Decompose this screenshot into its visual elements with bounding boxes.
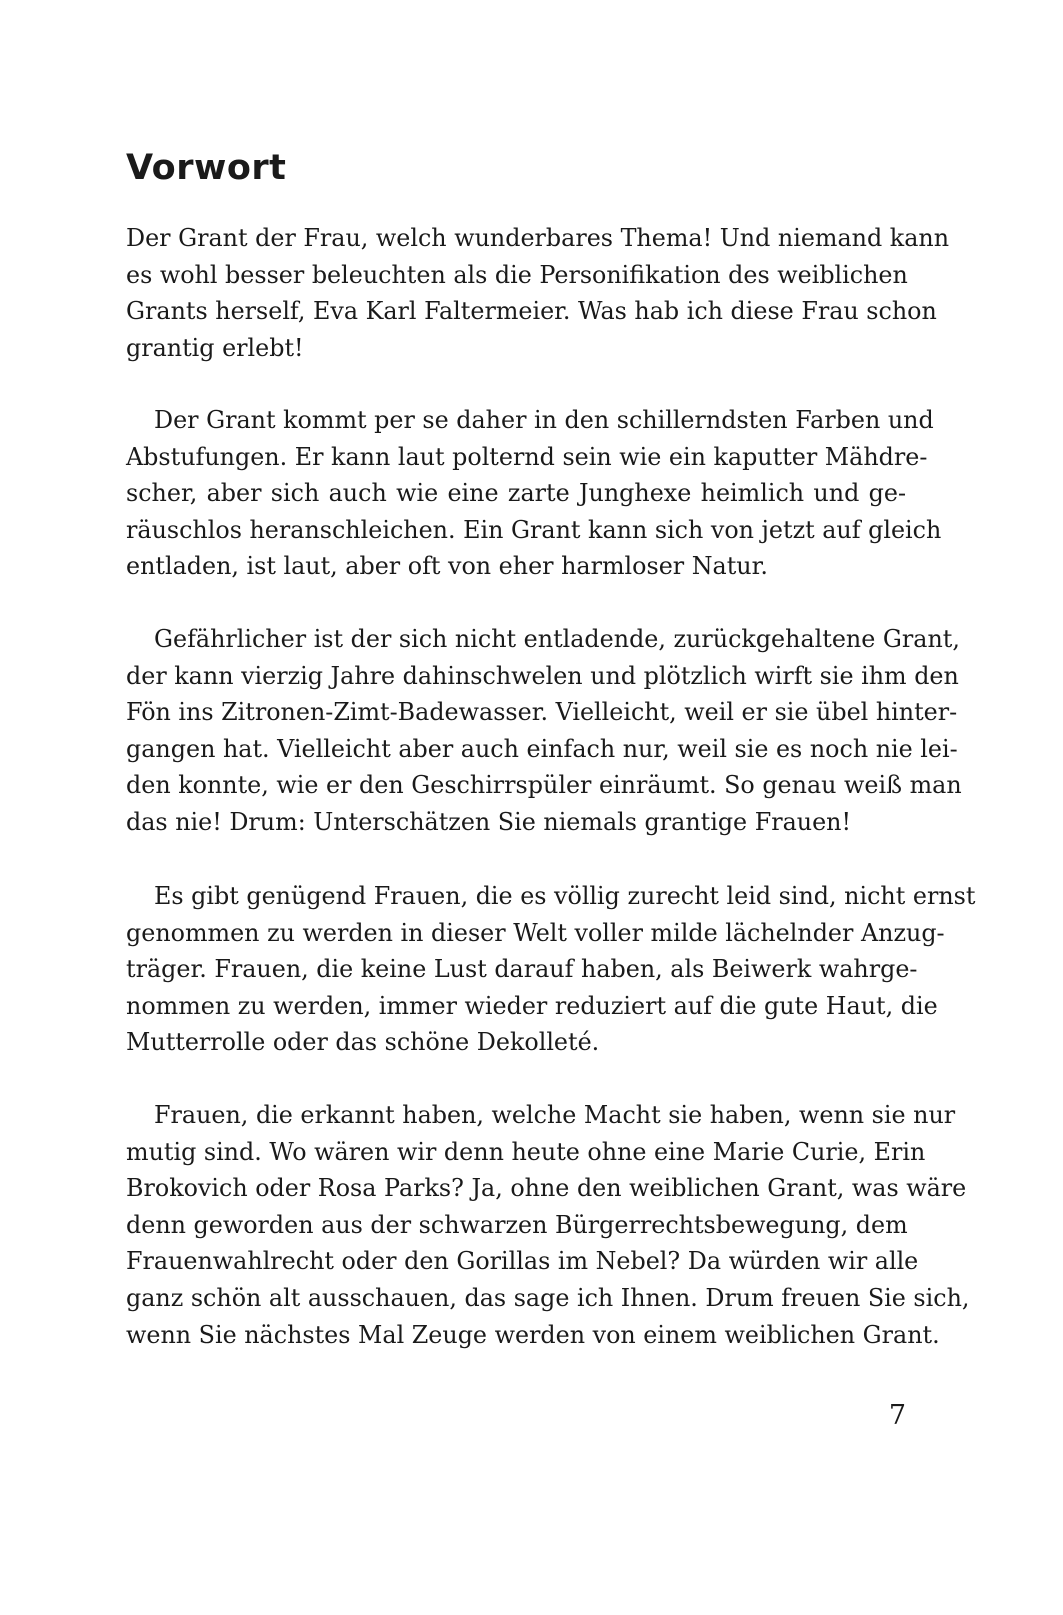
paragraph-line: das nie! Drum: Unterschätzen Sie niemals grantige Frauen! — [126, 807, 852, 836]
paragraph-line: ganz schön alt ausschauen, das sage ich Ihnen. Drum freuen Sie sich, — [126, 1283, 970, 1312]
paragraph-line: gangen hat. Vielleicht aber auch einfach nur, weil sie es noch nie lei- — [126, 734, 958, 763]
paragraph-line: Frauen, die erkannt haben, welche Macht sie haben, wenn sie nur — [154, 1101, 956, 1129]
paragraph-line: grantig erlebt! — [126, 333, 304, 362]
paragraph-line: scher, aber sich auch wie eine zarte Junghexe heimlich und ge- — [126, 479, 906, 508]
paragraph-line: mutig sind. Wo wären wir denn heute ohne eine Marie Curie, Erin — [126, 1137, 926, 1166]
paragraph-3 — [126, 621, 962, 841]
page-number: 7 — [888, 1400, 906, 1431]
paragraph-1 — [126, 220, 950, 366]
paragraph-line: Frauenwahlrecht oder den Gorillas im Nebel? Da würden wir alle — [126, 1247, 919, 1276]
paragraph-line: es wohl besser beleuchten als die Personifikation des weiblichen — [126, 260, 908, 289]
paragraph-line: den konnte, wie er den Geschirrspüler einräumt. So genau weiß man — [126, 771, 962, 800]
paragraph-line: nommen zu werden, immer wieder reduziert auf die gute Haut, die — [126, 991, 938, 1020]
paragraph-line: Mutterrolle oder das schöne Dekolleté. — [126, 1028, 600, 1057]
paragraph-4 — [126, 878, 976, 1061]
paragraph-line: wenn Sie nächstes Mal Zeuge werden von einem weiblichen Grant. — [126, 1320, 940, 1349]
paragraph-line: Fön ins Zitronen-Zimt-Badewasser. Vielleicht, weil er sie übel hinter- — [126, 698, 958, 727]
paragraph-line: genommen zu werden in dieser Welt voller milde lächelnder Anzug- — [126, 918, 945, 947]
paragraph-line: denn geworden aus der schwarzen Bürgerrechtsbewegung, dem — [126, 1210, 908, 1239]
paragraph-line: Brokovich oder Rosa Parks? Ja, ohne den weiblichen Grant, was wäre — [126, 1174, 967, 1203]
chapter-heading: Vorwort — [126, 148, 287, 188]
paragraph-line: Gefährlicher ist der sich nicht entladende, zurückgehaltene Grant, — [154, 625, 960, 653]
paragraph-line: Der Grant der Frau, welch wunderbares Thema! Und niemand kann — [126, 224, 950, 252]
paragraph-5 — [126, 1097, 970, 1353]
paragraph-line: Abstufungen. Er kann laut polternd sein wie ein kaputter Mähdre- — [126, 442, 928, 471]
paragraph-line: entladen, ist laut, aber oft von eher harmloser Natur. — [126, 552, 768, 581]
paragraph-line: der kann vierzig Jahre dahinschwelen und plötzlich wirft sie ihm den — [126, 661, 959, 690]
paragraph-line: Grants herself, Eva Karl Faltermeier. Was hab ich diese Frau schon — [126, 297, 937, 326]
paragraph-line: Es gibt genügend Frauen, die es völlig zurecht leid sind, nicht ernst — [154, 882, 976, 910]
paragraph-2 — [126, 402, 942, 585]
paragraph-line: räuschlos heranschleichen. Ein Grant kann sich von jetzt auf gleich — [126, 515, 942, 544]
paragraph-line: träger. Frauen, die keine Lust darauf haben, als Beiwerk wahrge- — [126, 955, 918, 984]
paragraph-line: Der Grant kommt per se daher in den schillerndsten Farben und — [154, 406, 934, 434]
